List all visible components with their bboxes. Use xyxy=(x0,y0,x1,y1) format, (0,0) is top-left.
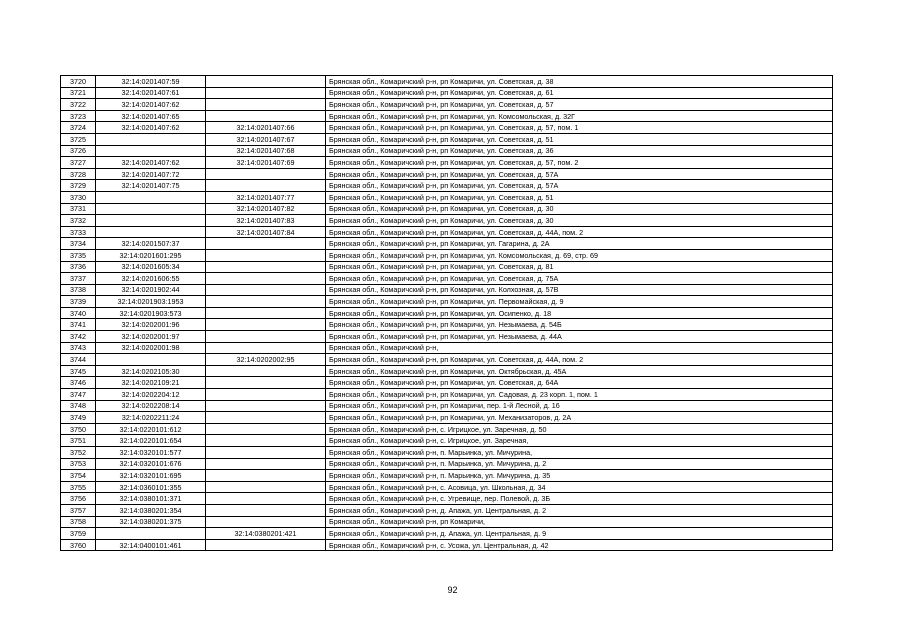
table-row xyxy=(61,99,833,111)
cadastral-number-cell: 32:14:0201605:34 xyxy=(96,261,206,273)
row-number-cell: 3721 xyxy=(61,87,96,99)
address-cell: Брянская обл., Комаричский р-н, рп Комаричи, ул. Механизаторов, д. 2А xyxy=(326,412,833,424)
address-cell: Брянская обл., Комаричский р-н, рп Комаричи, ул. Советская, д. 38 xyxy=(326,76,833,88)
cadastral-number-cell xyxy=(96,203,206,215)
address-cell: Брянская обл., Комаричский р-н, рп Комаричи, ул. Осипенко, д. 18 xyxy=(326,307,833,319)
address-cell: Брянская обл., Комаричский р-н, рп Комаричи, ул. Советская, д. 36 xyxy=(326,145,833,157)
address-cell: Брянская обл., Комаричский р-н, рп Комаричи, ул. Советская, д. 61 xyxy=(326,87,833,99)
related-cadastral-number-cell: 32:14:0201407:68 xyxy=(206,145,326,157)
cadastral-number-cell: 32:14:0380101:371 xyxy=(96,493,206,505)
related-cadastral-number-cell xyxy=(206,389,326,401)
row-number-cell: 3730 xyxy=(61,191,96,203)
table-row xyxy=(61,331,833,343)
cadastral-number-cell xyxy=(96,528,206,540)
cadastral-number-cell: 32:14:0380201:375 xyxy=(96,516,206,528)
row-number-cell: 3760 xyxy=(61,539,96,551)
related-cadastral-number-cell xyxy=(206,435,326,447)
row-number-cell: 3737 xyxy=(61,273,96,285)
row-number-cell: 3754 xyxy=(61,470,96,482)
cadastral-number-cell: 32:14:0202109:21 xyxy=(96,377,206,389)
related-cadastral-number-cell xyxy=(206,319,326,331)
row-number-cell: 3724 xyxy=(61,122,96,134)
address-cell: Брянская обл., Комаричский р-н, рп Комаричи, ул. Гагарина, д. 2А xyxy=(326,238,833,250)
related-cadastral-number-cell: 32:14:0201407:67 xyxy=(206,133,326,145)
row-number-cell: 3745 xyxy=(61,365,96,377)
related-cadastral-number-cell xyxy=(206,296,326,308)
table-row xyxy=(61,504,833,516)
cadastral-number-cell: 32:14:0201606:55 xyxy=(96,273,206,285)
cadastral-number-cell: 32:14:0201902:44 xyxy=(96,284,206,296)
row-number-cell: 3759 xyxy=(61,528,96,540)
related-cadastral-number-cell xyxy=(206,516,326,528)
related-cadastral-number-cell xyxy=(206,539,326,551)
cadastral-number-cell: 32:14:0320101:676 xyxy=(96,458,206,470)
related-cadastral-number-cell xyxy=(206,249,326,261)
row-number-cell: 3725 xyxy=(61,133,96,145)
row-number-cell: 3740 xyxy=(61,307,96,319)
related-cadastral-number-cell xyxy=(206,342,326,354)
related-cadastral-number-cell xyxy=(206,458,326,470)
related-cadastral-number-cell: 32:14:0201407:77 xyxy=(206,191,326,203)
cadastral-number-cell: 32:14:0201407:59 xyxy=(96,76,206,88)
related-cadastral-number-cell xyxy=(206,423,326,435)
related-cadastral-number-cell xyxy=(206,331,326,343)
related-cadastral-number-cell: 32:14:0201407:83 xyxy=(206,215,326,227)
row-number-cell: 3729 xyxy=(61,180,96,192)
table-row xyxy=(61,157,833,169)
row-number-cell: 3749 xyxy=(61,412,96,424)
row-number-cell: 3738 xyxy=(61,284,96,296)
table-row xyxy=(61,377,833,389)
table-row xyxy=(61,447,833,459)
table-row xyxy=(61,261,833,273)
related-cadastral-number-cell xyxy=(206,87,326,99)
table-row xyxy=(61,423,833,435)
table-row xyxy=(61,273,833,285)
table-row xyxy=(61,412,833,424)
row-number-cell: 3731 xyxy=(61,203,96,215)
address-cell: Брянская обл., Комаричский р-н, рп Комаричи, ул. Советская, д. 44А, пом. 2 xyxy=(326,354,833,366)
related-cadastral-number-cell xyxy=(206,504,326,516)
cadastral-number-cell: 32:14:0220101:612 xyxy=(96,423,206,435)
related-cadastral-number-cell xyxy=(206,273,326,285)
row-number-cell: 3757 xyxy=(61,504,96,516)
row-number-cell: 3734 xyxy=(61,238,96,250)
related-cadastral-number-cell xyxy=(206,238,326,250)
cadastral-number-cell: 32:14:0400101:461 xyxy=(96,539,206,551)
cadastral-number-cell: 32:14:0320101:577 xyxy=(96,447,206,459)
cadastral-number-cell: 32:14:0380201:354 xyxy=(96,504,206,516)
table-row xyxy=(61,365,833,377)
row-number-cell: 3753 xyxy=(61,458,96,470)
address-cell: Брянская обл., Комаричский р-н, рп Комаричи, ул. Советская, д. 75А xyxy=(326,273,833,285)
table-row xyxy=(61,458,833,470)
row-number-cell: 3752 xyxy=(61,447,96,459)
related-cadastral-number-cell xyxy=(206,365,326,377)
related-cadastral-number-cell: 32:14:0201407:82 xyxy=(206,203,326,215)
property-registry-table xyxy=(60,75,833,551)
cadastral-number-cell: 32:14:0201407:62 xyxy=(96,99,206,111)
row-number-cell: 3742 xyxy=(61,331,96,343)
table-row xyxy=(61,226,833,238)
address-cell: Брянская обл., Комаричский р-н, рп Комаричи, ул. Советская, д. 57А xyxy=(326,168,833,180)
address-cell: Брянская обл., Комаричский р-н, с. Игрицкое, ул. Заречная, д. 50 xyxy=(326,423,833,435)
address-cell: Брянская обл., Комаричский р-н, рп Комаричи, ул. Колхозная, д. 57В xyxy=(326,284,833,296)
cadastral-number-cell: 32:14:0201407:72 xyxy=(96,168,206,180)
table-row xyxy=(61,87,833,99)
cadastral-number-cell: 32:14:0202001:96 xyxy=(96,319,206,331)
table-row xyxy=(61,319,833,331)
cadastral-number-cell xyxy=(96,145,206,157)
address-cell: Брянская обл., Комаричский р-н, п. Марьинка, ул. Мичурина, д. 35 xyxy=(326,470,833,482)
row-number-cell: 3758 xyxy=(61,516,96,528)
cadastral-number-cell xyxy=(96,354,206,366)
address-cell: Брянская обл., Комаричский р-н, рп Комаричи, ул. Советская, д. 30 xyxy=(326,215,833,227)
table-row xyxy=(61,296,833,308)
page-number: 92 xyxy=(447,585,458,595)
table-row xyxy=(61,539,833,551)
row-number-cell: 3750 xyxy=(61,423,96,435)
related-cadastral-number-cell: 32:14:0201407:69 xyxy=(206,157,326,169)
cadastral-number-cell xyxy=(96,191,206,203)
table-row xyxy=(61,516,833,528)
row-number-cell: 3739 xyxy=(61,296,96,308)
cadastral-number-cell: 32:14:0201601:295 xyxy=(96,249,206,261)
row-number-cell: 3722 xyxy=(61,99,96,111)
table-row xyxy=(61,238,833,250)
related-cadastral-number-cell xyxy=(206,168,326,180)
cadastral-number-cell: 32:14:0201407:65 xyxy=(96,110,206,122)
address-cell: Брянская обл., Комаричский р-н, рп Комаричи, ул. Советская, д. 30 xyxy=(326,203,833,215)
address-cell: Брянская обл., Комаричский р-н, д. Апажа, ул. Центральная, д. 2 xyxy=(326,504,833,516)
related-cadastral-number-cell xyxy=(206,284,326,296)
table-row xyxy=(61,110,833,122)
table-row xyxy=(61,180,833,192)
address-cell: Брянская обл., Комаричский р-н, рп Комаричи, ул. Советская, д. 57 xyxy=(326,99,833,111)
related-cadastral-number-cell: 32:14:0201407:84 xyxy=(206,226,326,238)
related-cadastral-number-cell: 32:14:0202002:95 xyxy=(206,354,326,366)
table-row xyxy=(61,76,833,88)
row-number-cell: 3741 xyxy=(61,319,96,331)
address-cell: Брянская обл., Комаричский р-н, рп Комаричи, ул. Советская, д. 81 xyxy=(326,261,833,273)
address-cell: Брянская обл., Комаричский р-н, рп Комаричи, ул. Советская, д. 51 xyxy=(326,191,833,203)
cadastral-number-cell xyxy=(96,133,206,145)
address-cell: Брянская обл., Комаричский р-н, рп Комаричи, ул. Советская, д. 44А, пом. 2 xyxy=(326,226,833,238)
row-number-cell: 3751 xyxy=(61,435,96,447)
cadastral-number-cell: 32:14:0201407:75 xyxy=(96,180,206,192)
table-row xyxy=(61,481,833,493)
table-row xyxy=(61,470,833,482)
related-cadastral-number-cell xyxy=(206,110,326,122)
address-cell: Брянская обл., Комаричский р-н, рп Комаричи, ул. Незымаева, д. 44А xyxy=(326,331,833,343)
address-cell: Брянская обл., Комаричский р-н, рп Комаричи, пер. 1-й Лесной, д. 16 xyxy=(326,400,833,412)
cadastral-number-cell: 32:14:0201507:37 xyxy=(96,238,206,250)
table-row xyxy=(61,493,833,505)
address-cell: Брянская обл., Комаричский р-н, xyxy=(326,342,833,354)
table-row xyxy=(61,307,833,319)
related-cadastral-number-cell xyxy=(206,307,326,319)
table-row xyxy=(61,191,833,203)
row-number-cell: 3735 xyxy=(61,249,96,261)
address-cell: Брянская обл., Комаричский р-н, д. Апажа, ул. Центральная, д. 9 xyxy=(326,528,833,540)
row-number-cell: 3755 xyxy=(61,481,96,493)
row-number-cell: 3736 xyxy=(61,261,96,273)
address-cell: Брянская обл., Комаричский р-н, с. Игрицкое, ул. Заречная, xyxy=(326,435,833,447)
row-number-cell: 3747 xyxy=(61,389,96,401)
address-cell: Брянская обл., Комаричский р-н, рп Комаричи, ул. Комсомольская, д. 32Г xyxy=(326,110,833,122)
address-cell: Брянская обл., Комаричский р-н, рп Комаричи, ул. Октябрьская, д. 45А xyxy=(326,365,833,377)
table-row xyxy=(61,168,833,180)
address-cell: Брянская обл., Комаричский р-н, рп Комаричи, ул. Советская, д. 57А xyxy=(326,180,833,192)
table-row xyxy=(61,249,833,261)
cadastral-number-cell: 32:14:0201903:573 xyxy=(96,307,206,319)
cadastral-number-cell: 32:14:0360101:355 xyxy=(96,481,206,493)
cadastral-number-cell: 32:14:0202208:14 xyxy=(96,400,206,412)
related-cadastral-number-cell xyxy=(206,261,326,273)
related-cadastral-number-cell xyxy=(206,400,326,412)
table-row xyxy=(61,528,833,540)
address-cell: Брянская обл., Комаричский р-н, рп Комаричи, ул. Садовая, д. 23 корп. 1, пом. 1 xyxy=(326,389,833,401)
address-cell: Брянская обл., Комаричский р-н, рп Комаричи, ул. Первомайская, д. 9 xyxy=(326,296,833,308)
cadastral-number-cell: 32:14:0220101:654 xyxy=(96,435,206,447)
related-cadastral-number-cell xyxy=(206,447,326,459)
related-cadastral-number-cell: 32:14:0380201:421 xyxy=(206,528,326,540)
cadastral-number-cell: 32:14:0320101:695 xyxy=(96,470,206,482)
row-number-cell: 3728 xyxy=(61,168,96,180)
cadastral-number-cell xyxy=(96,215,206,227)
row-number-cell: 3723 xyxy=(61,110,96,122)
address-cell: Брянская обл., Комаричский р-н, п. Марьинка, ул. Мичурина, д. 2 xyxy=(326,458,833,470)
row-number-cell: 3744 xyxy=(61,354,96,366)
cadastral-number-cell: 32:14:0202204:12 xyxy=(96,389,206,401)
table-row xyxy=(61,203,833,215)
row-number-cell: 3743 xyxy=(61,342,96,354)
related-cadastral-number-cell xyxy=(206,412,326,424)
address-cell: Брянская обл., Комаричский р-н, рп Комаричи, xyxy=(326,516,833,528)
row-number-cell: 3748 xyxy=(61,400,96,412)
row-number-cell: 3746 xyxy=(61,377,96,389)
address-cell: Брянская обл., Комаричский р-н, с. Усожа, ул. Центральная, д. 42 xyxy=(326,539,833,551)
related-cadastral-number-cell xyxy=(206,470,326,482)
table-row xyxy=(61,133,833,145)
related-cadastral-number-cell xyxy=(206,493,326,505)
table-row xyxy=(61,389,833,401)
row-number-cell: 3726 xyxy=(61,145,96,157)
cadastral-number-cell: 32:14:0201903:1953 xyxy=(96,296,206,308)
address-cell: Брянская обл., Комаричский р-н, п. Марьинка, ул. Мичурина, xyxy=(326,447,833,459)
related-cadastral-number-cell xyxy=(206,99,326,111)
row-number-cell: 3756 xyxy=(61,493,96,505)
related-cadastral-number-cell: 32:14:0201407:66 xyxy=(206,122,326,134)
address-cell: Брянская обл., Комаричский р-н, рп Комаричи, ул. Незымаева, д. 54Б xyxy=(326,319,833,331)
address-cell: Брянская обл., Комаричский р-н, рп Комаричи, ул. Советская, д. 64А xyxy=(326,377,833,389)
row-number-cell: 3732 xyxy=(61,215,96,227)
cadastral-number-cell xyxy=(96,226,206,238)
table-row xyxy=(61,284,833,296)
table-row xyxy=(61,354,833,366)
address-cell: Брянская обл., Комаричский р-н, рп Комаричи, ул. Советская, д. 57, пом. 1 xyxy=(326,122,833,134)
table-row xyxy=(61,215,833,227)
cadastral-number-cell: 32:14:0202211:24 xyxy=(96,412,206,424)
row-number-cell: 3720 xyxy=(61,76,96,88)
cadastral-number-cell: 32:14:0202105:30 xyxy=(96,365,206,377)
related-cadastral-number-cell xyxy=(206,76,326,88)
cadastral-number-cell: 32:14:0201407:61 xyxy=(96,87,206,99)
address-cell: Брянская обл., Комаричский р-н, с. Угревище, пер. Полевой, д. 3Б xyxy=(326,493,833,505)
row-number-cell: 3727 xyxy=(61,157,96,169)
address-cell: Брянская обл., Комаричский р-н, рп Комаричи, ул. Советская, д. 51 xyxy=(326,133,833,145)
table-row xyxy=(61,400,833,412)
table-row xyxy=(61,122,833,134)
related-cadastral-number-cell xyxy=(206,377,326,389)
related-cadastral-number-cell xyxy=(206,180,326,192)
cadastral-number-cell: 32:14:0201407:62 xyxy=(96,122,206,134)
table-row xyxy=(61,342,833,354)
address-cell: Брянская обл., Комаричский р-н, с. Асовица, ул. Школьная, д. 34 xyxy=(326,481,833,493)
related-cadastral-number-cell xyxy=(206,481,326,493)
registry-table-body xyxy=(61,76,833,551)
row-number-cell: 3733 xyxy=(61,226,96,238)
table-row xyxy=(61,145,833,157)
address-cell: Брянская обл., Комаричский р-н, рп Комаричи, ул. Комсомольская, д. 69, стр. 69 xyxy=(326,249,833,261)
cadastral-number-cell: 32:14:0202001:98 xyxy=(96,342,206,354)
table-row xyxy=(61,435,833,447)
cadastral-number-cell: 32:14:0202001:97 xyxy=(96,331,206,343)
address-cell: Брянская обл., Комаричский р-н, рп Комаричи, ул. Советская, д. 57, пом. 2 xyxy=(326,157,833,169)
cadastral-number-cell: 32:14:0201407:62 xyxy=(96,157,206,169)
